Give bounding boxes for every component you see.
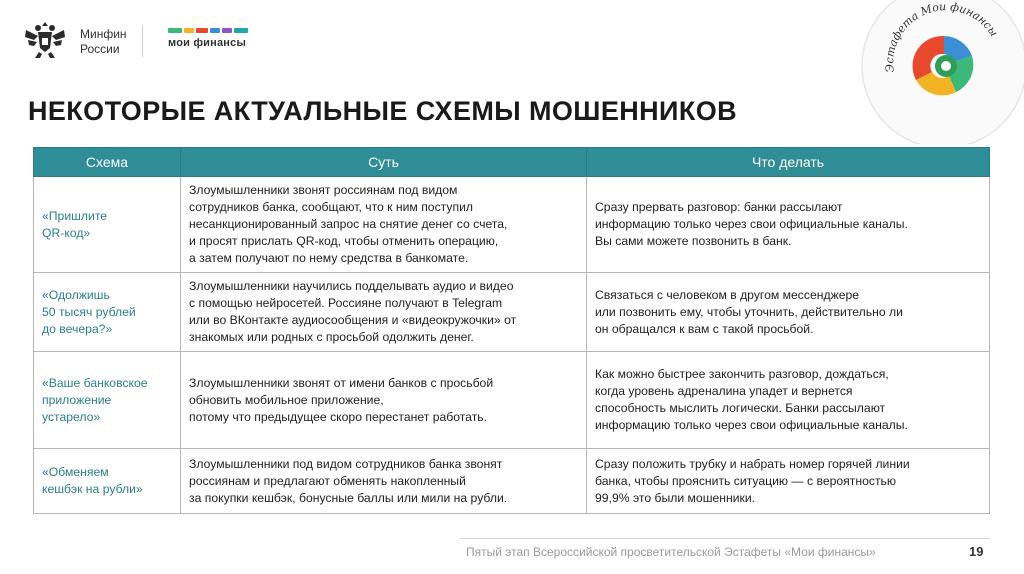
essence-cell: Злоумышленники научились подделывать аудио и видео с помощью нейросетей. Россияне получают в Telegram или во ВКонтакте аудиосообщения и «видеокружочки» от знакомых или родных с просьбой одолжить денег. bbox=[181, 273, 587, 352]
ministry-name-line2: России bbox=[80, 42, 120, 56]
scheme-cell: «Одолжишь 50 тысяч рублей до вечера?» bbox=[34, 273, 181, 352]
logo-text: мои финансы bbox=[168, 37, 247, 49]
column-header-scheme: Схема bbox=[34, 148, 181, 177]
page-title: НЕКОТОРЫЕ АКТУАЛЬНЫЕ СХЕМЫ МОШЕННИКОВ bbox=[28, 96, 738, 126]
column-header-essence: Суть bbox=[181, 148, 587, 177]
header-divider bbox=[142, 25, 143, 57]
action-cell: Сразу прервать разговор: банки рассылают информацию только через свои официальные каналы. Вы сами можете позвонить в банк. bbox=[587, 177, 990, 273]
scheme-cell: «Пришлите QR-код» bbox=[34, 177, 181, 273]
essence-cell: Злоумышленники звонят от имени банков с просьбой обновить мобильное приложение, потому что предыдущее скоро перестанет работать. bbox=[181, 352, 587, 449]
table-header-row bbox=[34, 148, 990, 177]
column-header-action: Что делать bbox=[587, 148, 990, 177]
moi-finansy-logo bbox=[168, 28, 248, 49]
logo-color-bar bbox=[168, 28, 248, 33]
action-cell: Как можно быстрее закончить разговор, дождаться, когда уровень адреналина упадет и вернется способность мыслить логически. Банки рассылают информацию только через свои официальные каналы. bbox=[587, 352, 990, 449]
page-number: 19 bbox=[969, 544, 984, 559]
scheme-cell: «Обменяем кешбэк на рубли» bbox=[34, 449, 181, 514]
action-cell: Сразу положить трубку и набрать номер горячей линии банка, чтобы прояснить ситуацию — с вероятностью 99,9% это были мошенники. bbox=[587, 449, 990, 514]
relay-badge bbox=[832, 0, 1024, 144]
ministry-name-line1: Минфин bbox=[80, 27, 127, 41]
table-row bbox=[34, 352, 990, 449]
essence-cell: Злоумышленники звонят россиянам под видом сотрудников банка, сообщают, что к ним поступил несанкционированный запрос на снятие денег со счета, и просят прислать QR-код, чтобы отменить операцию, а затем получают по нему средства в банкомате. bbox=[181, 177, 587, 273]
scheme-cell: «Ваше банковское приложение устарело» bbox=[34, 352, 181, 449]
action-cell: Связаться с человеком в другом мессенджере или позвонить ему, чтобы уточнить, действительно ли он обращался к вам с такой просьбой. bbox=[587, 273, 990, 352]
ministry-name bbox=[80, 27, 127, 57]
fraud-schemes-table bbox=[33, 147, 990, 514]
table-row bbox=[34, 273, 990, 352]
footer-caption: Пятый этап Всероссийской просветительской Эстафеты «Мои финансы» bbox=[466, 545, 876, 559]
double-headed-eagle-icon bbox=[22, 16, 68, 62]
essence-cell: Злоумышленники под видом сотрудников банка звонят россиянам и предлагают обменять накопленный за покупки кешбэк, бонусные баллы или мили на рубли. bbox=[181, 449, 587, 514]
table-row bbox=[34, 177, 990, 273]
badge-text: Эстафета Мои финансы bbox=[883, 0, 1001, 74]
footer-divider bbox=[460, 538, 990, 539]
table-row bbox=[34, 449, 990, 514]
